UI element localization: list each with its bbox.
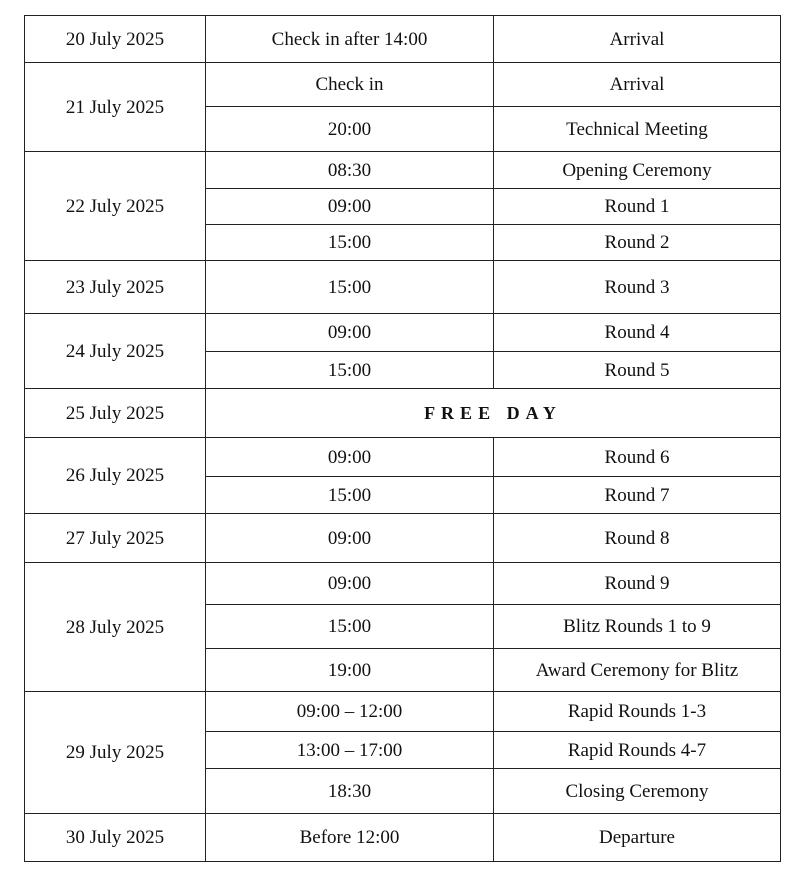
schedule-table <box>24 15 781 862</box>
time-cell: 15:00 <box>206 477 494 514</box>
event-cell: Round 5 <box>494 352 781 389</box>
date-cell: 22 July 2025 <box>25 152 206 261</box>
time-cell: 15:00 <box>206 225 494 261</box>
table-row <box>25 152 781 189</box>
event-cell: Rapid Rounds 4-7 <box>494 732 781 769</box>
time-cell: 15:00 <box>206 261 494 314</box>
time-cell: 15:00 <box>206 352 494 389</box>
event-cell: Opening Ceremony <box>494 152 781 189</box>
table-row <box>25 16 781 63</box>
event-cell: Round 9 <box>494 563 781 605</box>
time-cell: 18:30 <box>206 769 494 814</box>
date-cell: 24 July 2025 <box>25 314 206 389</box>
event-cell: Round 3 <box>494 261 781 314</box>
event-cell: Round 8 <box>494 514 781 563</box>
time-cell: 20:00 <box>206 107 494 152</box>
free-day-cell: FREE DAY <box>206 389 781 438</box>
date-cell: 26 July 2025 <box>25 438 206 514</box>
date-cell: 27 July 2025 <box>25 514 206 563</box>
time-cell: 08:30 <box>206 152 494 189</box>
time-cell: 09:00 <box>206 438 494 477</box>
date-cell: 30 July 2025 <box>25 814 206 862</box>
event-cell: Arrival <box>494 63 781 107</box>
time-cell: 09:00 <box>206 514 494 563</box>
time-cell: 09:00 – 12:00 <box>206 692 494 732</box>
schedule-body <box>25 16 781 862</box>
event-cell: Blitz Rounds 1 to 9 <box>494 605 781 649</box>
table-row <box>25 63 781 107</box>
time-cell: Check in after 14:00 <box>206 16 494 63</box>
table-row <box>25 314 781 352</box>
table-row <box>25 514 781 563</box>
date-cell: 23 July 2025 <box>25 261 206 314</box>
date-cell: 29 July 2025 <box>25 692 206 814</box>
event-cell: Technical Meeting <box>494 107 781 152</box>
table-row <box>25 438 781 477</box>
event-cell: Award Ceremony for Blitz <box>494 649 781 692</box>
table-row <box>25 692 781 732</box>
time-cell: 19:00 <box>206 649 494 692</box>
event-cell: Closing Ceremony <box>494 769 781 814</box>
time-cell: 13:00 – 17:00 <box>206 732 494 769</box>
event-cell: Round 2 <box>494 225 781 261</box>
event-cell: Round 4 <box>494 314 781 352</box>
event-cell: Round 7 <box>494 477 781 514</box>
date-cell: 21 July 2025 <box>25 63 206 152</box>
table-row <box>25 563 781 605</box>
time-cell: 09:00 <box>206 189 494 225</box>
time-cell: 09:00 <box>206 563 494 605</box>
event-cell: Round 6 <box>494 438 781 477</box>
event-cell: Arrival <box>494 16 781 63</box>
time-cell: Check in <box>206 63 494 107</box>
table-row <box>25 261 781 314</box>
time-cell: Before 12:00 <box>206 814 494 862</box>
time-cell: 15:00 <box>206 605 494 649</box>
event-cell: Round 1 <box>494 189 781 225</box>
date-cell: 25 July 2025 <box>25 389 206 438</box>
table-row <box>25 389 781 438</box>
event-cell: Departure <box>494 814 781 862</box>
table-row <box>25 814 781 862</box>
date-cell: 28 July 2025 <box>25 563 206 692</box>
event-cell: Rapid Rounds 1-3 <box>494 692 781 732</box>
date-cell: 20 July 2025 <box>25 16 206 63</box>
time-cell: 09:00 <box>206 314 494 352</box>
